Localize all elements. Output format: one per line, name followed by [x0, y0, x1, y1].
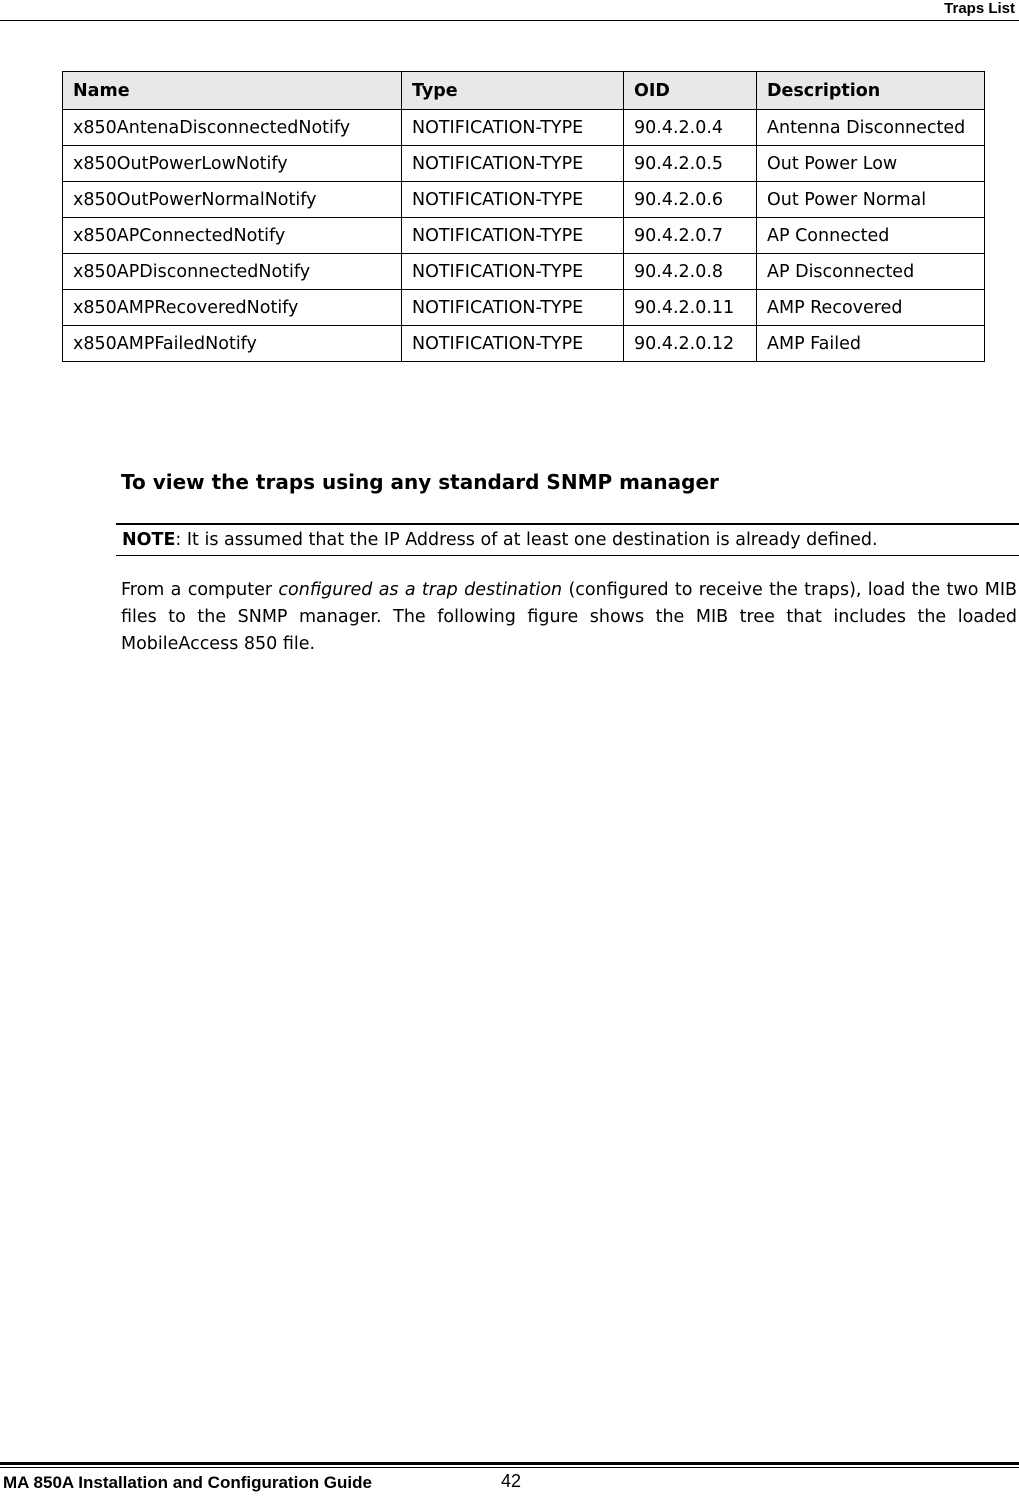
table-row — [63, 182, 985, 218]
cell-oid: 90.4.2.0.5 — [624, 146, 757, 182]
cell-description: Out Power Normal — [757, 182, 985, 218]
note-label: NOTE — [122, 530, 176, 550]
traps-table — [62, 71, 985, 362]
cell-oid: 90.4.2.0.11 — [624, 290, 757, 326]
section-heading: To view the traps using any standard SNMP manager — [121, 470, 719, 494]
footer-divider — [0, 1462, 1019, 1465]
cell-type: NOTIFICATION-TYPE — [402, 146, 624, 182]
cell-type: NOTIFICATION-TYPE — [402, 218, 624, 254]
column-header-description: Description — [757, 72, 985, 110]
cell-description: AMP Failed — [757, 326, 985, 362]
cell-type: NOTIFICATION-TYPE — [402, 290, 624, 326]
cell-name: x850AMPRecoveredNotify — [63, 290, 402, 326]
table-header-row — [63, 72, 985, 110]
table-row — [63, 146, 985, 182]
table-row — [63, 110, 985, 146]
cell-oid: 90.4.2.0.12 — [624, 326, 757, 362]
cell-type: NOTIFICATION-TYPE — [402, 110, 624, 146]
table-row — [63, 290, 985, 326]
note-text: : It is assumed that the IP Address of at least one destination is already defined. — [175, 530, 878, 550]
cell-name: x850APDisconnectedNotify — [63, 254, 402, 290]
table-row — [63, 218, 985, 254]
cell-description: Out Power Low — [757, 146, 985, 182]
table-row — [63, 254, 985, 290]
cell-name: x850OutPowerLowNotify — [63, 146, 402, 182]
cell-oid: 90.4.2.0.7 — [624, 218, 757, 254]
cell-name: x850APConnectedNotify — [63, 218, 402, 254]
footer-divider-thin — [0, 1467, 1019, 1468]
paragraph-end: (configured to receive the traps), load the two MIB files to the SNMP manager. The following figure shows the MIB tree that includes the loaded MobileAccess 850 file. — [121, 580, 1017, 654]
cell-oid: 90.4.2.0.4 — [624, 110, 757, 146]
cell-description: AP Disconnected — [757, 254, 985, 290]
footer-guide-title: MA 850A Installation and Configuration Guide — [3, 1473, 372, 1492]
cell-oid: 90.4.2.0.6 — [624, 182, 757, 218]
column-header-name: Name — [63, 72, 402, 110]
cell-type: NOTIFICATION-TYPE — [402, 326, 624, 362]
cell-description: AMP Recovered — [757, 290, 985, 326]
note-box — [116, 523, 1019, 556]
cell-name: x850AMPFailedNotify — [63, 326, 402, 362]
page-number: 42 — [501, 1471, 522, 1491]
cell-name: x850OutPowerNormalNotify — [63, 182, 402, 218]
cell-description: Antenna Disconnected — [757, 110, 985, 146]
cell-type: NOTIFICATION-TYPE — [402, 182, 624, 218]
header-divider — [0, 20, 1019, 21]
paragraph-emphasis: configured as a trap destination — [278, 580, 563, 600]
cell-oid: 90.4.2.0.8 — [624, 254, 757, 290]
cell-name: x850AntenaDisconnectedNotify — [63, 110, 402, 146]
running-header-title: Traps List — [944, 0, 1015, 17]
column-header-oid: OID — [624, 72, 757, 110]
body-paragraph — [121, 577, 1017, 658]
paragraph-start: From a computer — [121, 580, 279, 600]
column-header-type: Type — [402, 72, 624, 110]
cell-description: AP Connected — [757, 218, 985, 254]
cell-type: NOTIFICATION-TYPE — [402, 254, 624, 290]
table-row — [63, 326, 985, 362]
